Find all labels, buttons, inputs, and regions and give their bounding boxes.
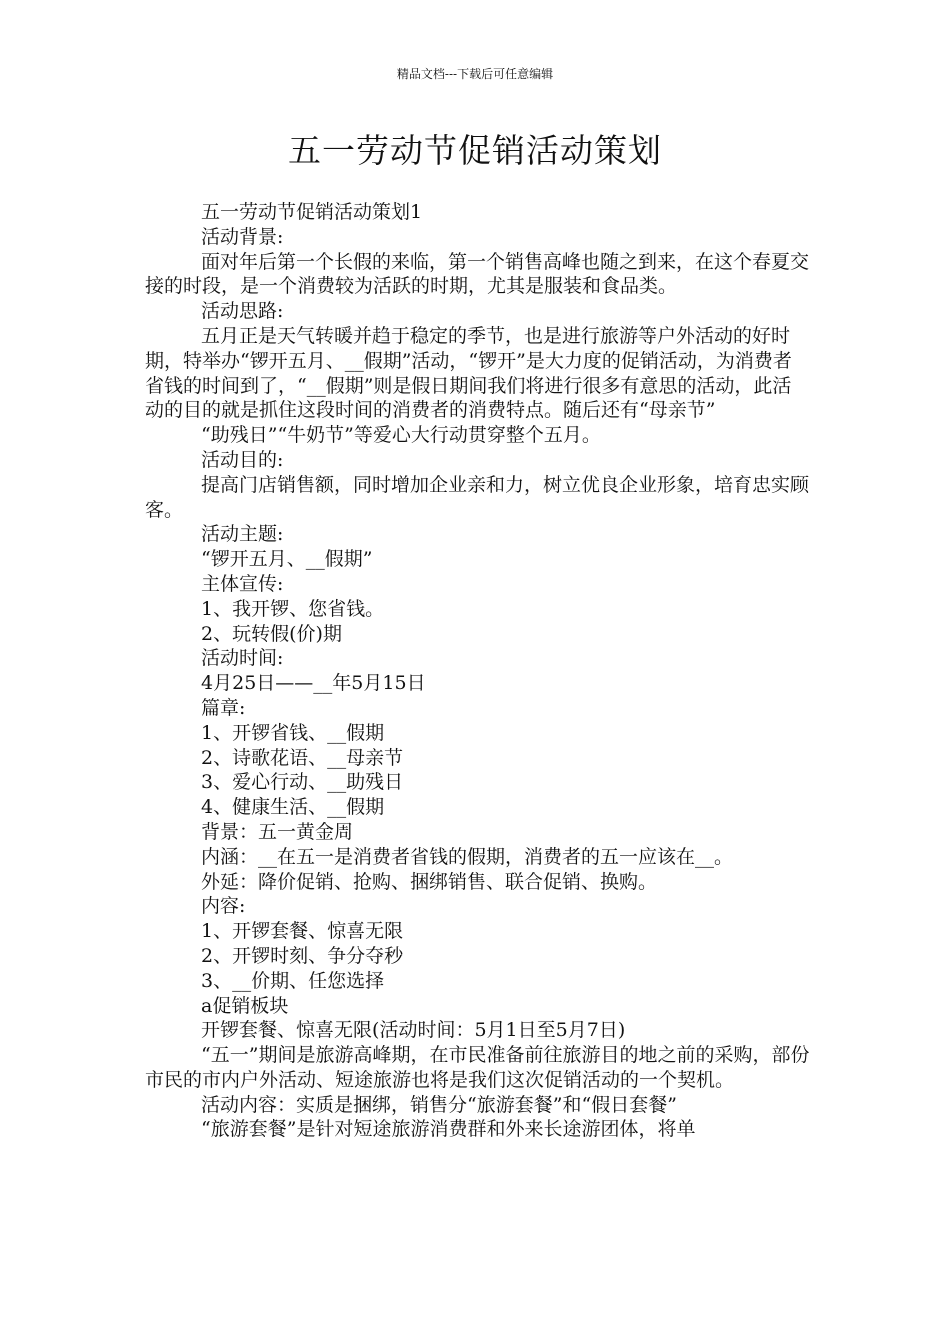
paragraph: 3、爱心行动、__助残日 — [201, 771, 404, 794]
paragraph: 1、我开锣、您省钱。 — [201, 597, 385, 620]
paragraph: 活动背景: — [201, 225, 284, 248]
paragraph: “旅游套餐”是针对短途旅游消费群和外来长途游团体，将单 — [201, 1118, 696, 1141]
paragraph: 开锣套餐、惊喜无限(活动时间：5月1日至5月7日) — [201, 1019, 626, 1042]
paragraph: a促销板块 — [201, 994, 289, 1017]
paragraph: “锣开五月、__假期” — [201, 548, 373, 571]
paragraph: 4月25日——__年5月15日 — [201, 672, 426, 695]
paragraph: 1、开锣省钱、__假期 — [201, 721, 385, 744]
paragraph: 面对年后第一个长假的来临，第一个销售高峰也随之到来，在这个春夏交接的时段，是一个消费较为活跃的时期，尤其是服装和食品类。 — [145, 250, 810, 298]
paragraph: 内涵：__在五一是消费者省钱的假期，消费者的五一应该在__。 — [201, 845, 734, 868]
paragraph: 活动思路: — [201, 300, 284, 323]
paragraph: 2、诗歌花语、__母亲节 — [201, 746, 404, 769]
paragraph: 4、健康生活、__假期 — [201, 796, 385, 819]
paragraph: 五一劳动节促销活动策划1 — [201, 201, 423, 223]
document-title: 五一劳动节促销活动策划 — [288, 131, 662, 170]
paragraph: 2、玩转假(价)期 — [201, 622, 342, 645]
header-note: 精品文档---下载后可任意编辑 — [396, 67, 554, 81]
paragraph: 主体宣传: — [201, 572, 284, 595]
paragraph: 内容: — [201, 895, 246, 918]
paragraph: 3、__价期、任您选择 — [201, 969, 385, 992]
document-body — [145, 200, 810, 1142]
paragraph: 外延：降价促销、抢购、捆绑销售、联合促销、换购。 — [201, 870, 658, 893]
paragraph: 1、开锣套餐、惊喜无限 — [201, 920, 404, 943]
paragraph: 活动内容：实质是捆绑，销售分“旅游套餐”和“假日套餐” — [201, 1093, 677, 1116]
paragraph: 篇章: — [201, 696, 246, 719]
paragraph: 五月正是天气转暖并趋于稳定的季节，也是进行旅游等户外活动的好时期，特举办“锣开五月、__假期”活动，“锣开”是大力度的促销活动，为消费者省钱的时间到了，“__假期”则是假日期间我们将进行很多有意思的活动，此活动的目的就是抓住这段时间的消费者的消费特点。随后还有“母亲节” — [145, 324, 792, 422]
paragraph: 活动目的: — [201, 448, 284, 471]
paragraph: 提高门店销售额，同时增加企业亲和力，树立优良企业形象，培育忠实顾客。 — [145, 473, 810, 521]
paragraph: 活动时间: — [201, 647, 284, 670]
paragraph: “五一”期间是旅游高峰期，在市民准备前往旅游目的地之前的采购，部份市民的市内户外活动、短途旅游也将是我们这次促销活动的一个契机。 — [145, 1044, 810, 1091]
paragraph: 活动主题: — [201, 523, 284, 546]
paragraph: “助残日”“牛奶节”等爱心大行动贯穿整个五月。 — [201, 424, 601, 447]
paragraph: 背景：五一黄金周 — [201, 820, 354, 843]
paragraph: 2、开锣时刻、争分夺秒 — [201, 944, 404, 967]
